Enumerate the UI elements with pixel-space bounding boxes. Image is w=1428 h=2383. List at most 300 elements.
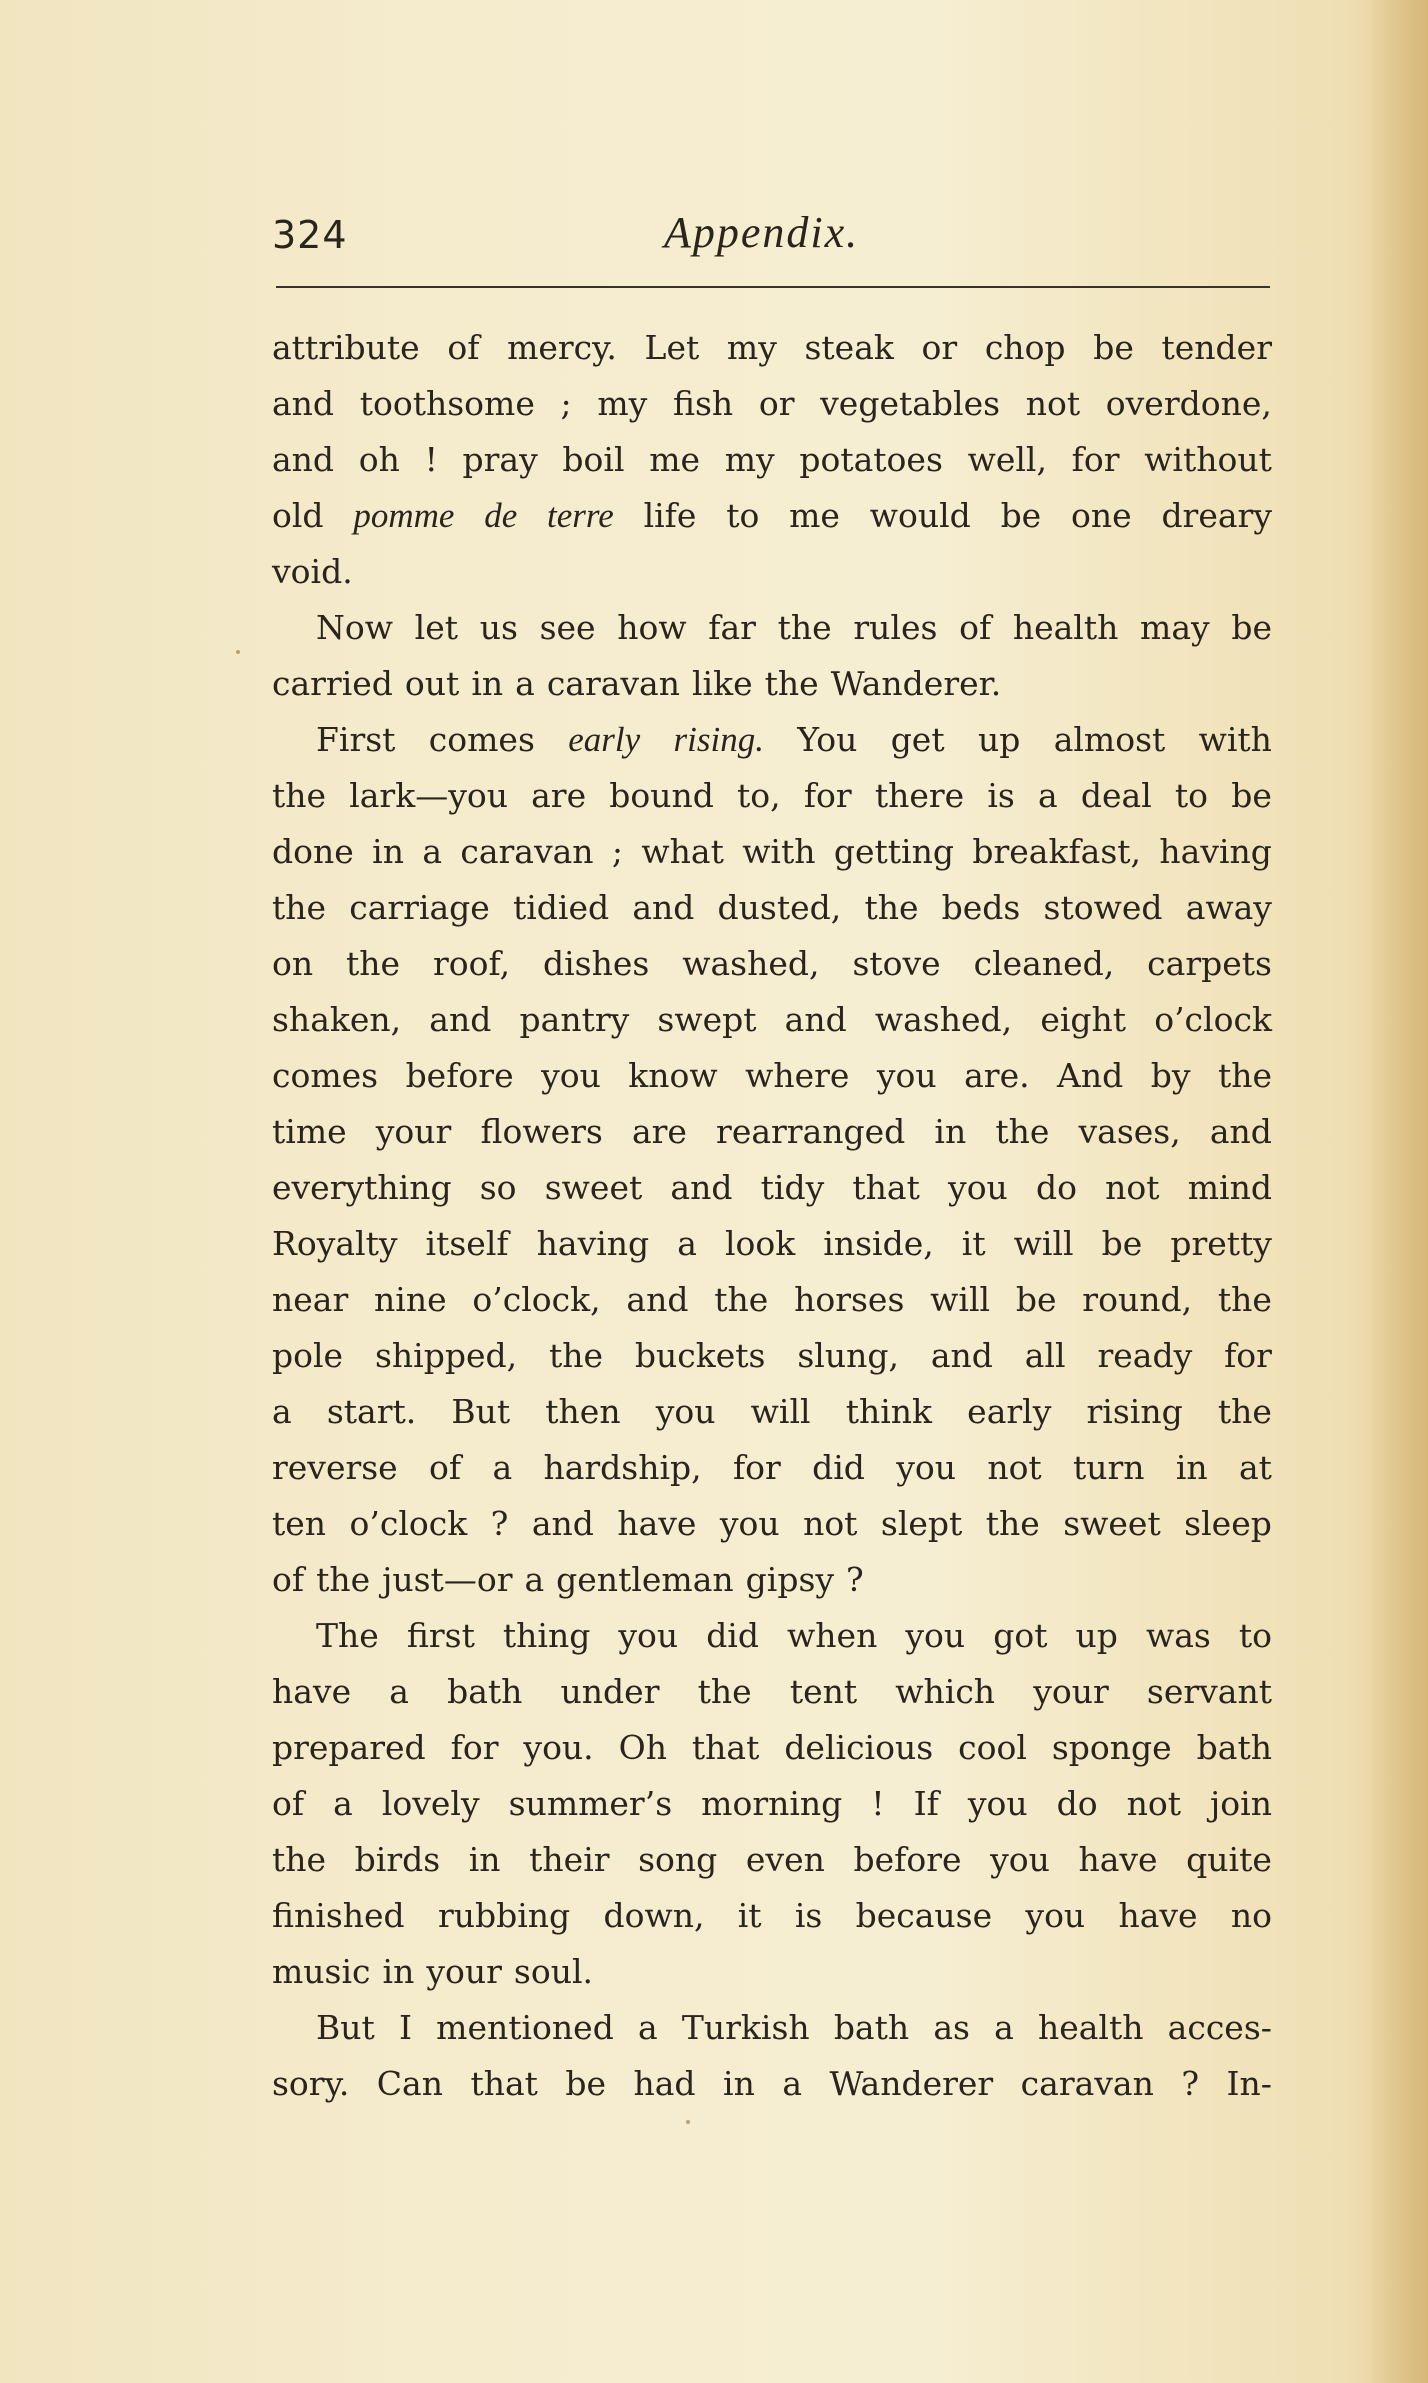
word: soul. xyxy=(513,1952,593,1991)
word: o’clock xyxy=(1154,1000,1272,1039)
word: music xyxy=(272,1952,371,1991)
word: breakfast, xyxy=(972,832,1142,871)
word: that xyxy=(691,1728,760,1767)
word: is xyxy=(987,776,1015,815)
word: see xyxy=(539,608,596,647)
word: tender xyxy=(1161,328,1272,367)
word: having xyxy=(1159,832,1272,871)
word: quite xyxy=(1186,1840,1272,1879)
word: or xyxy=(758,384,795,423)
text-line xyxy=(272,1552,1272,1608)
word: slept xyxy=(880,1504,963,1543)
word: void. xyxy=(272,552,353,591)
word: inside, xyxy=(823,1224,934,1263)
word: attribute xyxy=(272,328,420,367)
word: their xyxy=(529,1840,610,1879)
text-line xyxy=(272,1608,1272,1664)
word: health xyxy=(1037,2008,1144,2047)
word: chop xyxy=(984,328,1066,367)
word: you xyxy=(967,1784,1028,1823)
word: is xyxy=(794,1896,823,1935)
word: and xyxy=(784,1000,847,1039)
word: comes xyxy=(272,1056,379,1095)
word: do xyxy=(1035,1168,1077,1207)
word: then xyxy=(545,1392,621,1431)
word: start. xyxy=(326,1392,417,1431)
word: a xyxy=(782,2064,802,2103)
word: a xyxy=(333,1784,353,1823)
word: be xyxy=(565,2064,607,2103)
word: shipped, xyxy=(374,1336,518,1375)
word: think xyxy=(845,1392,933,1431)
word: may xyxy=(1140,608,1210,647)
italic-word: terre xyxy=(547,496,614,535)
word: your xyxy=(375,1112,452,1151)
word: Wanderer. xyxy=(830,664,1002,703)
word: even xyxy=(745,1840,825,1879)
word: ? xyxy=(490,1504,509,1543)
word: swept xyxy=(657,1000,757,1039)
word: eight xyxy=(1040,1000,1127,1039)
text-line xyxy=(272,1048,1272,1104)
word: the xyxy=(272,1840,327,1879)
word: servant xyxy=(1146,1672,1272,1711)
word: it xyxy=(961,1224,986,1263)
text-line xyxy=(272,376,1272,432)
word: a xyxy=(272,1392,292,1431)
word: have xyxy=(617,1504,697,1543)
word: not xyxy=(1126,1784,1182,1823)
word: in xyxy=(382,1952,415,1991)
word: in xyxy=(723,2064,755,2103)
word: just—or xyxy=(382,1560,513,1599)
word: do xyxy=(1056,1784,1098,1823)
word: tent xyxy=(789,1672,858,1711)
word: deal xyxy=(1080,776,1152,815)
word: to xyxy=(1238,1616,1272,1655)
word: so xyxy=(479,1168,517,1207)
word: and xyxy=(531,1504,594,1543)
word: on xyxy=(272,944,314,983)
word: overdone, xyxy=(1105,384,1272,423)
word: pole xyxy=(272,1336,344,1375)
word: be xyxy=(1000,496,1042,535)
word: join xyxy=(1210,1784,1272,1823)
word: that xyxy=(470,2064,538,2103)
word: that xyxy=(852,1168,920,1207)
word: vegetables xyxy=(820,384,1001,423)
word: health xyxy=(1012,608,1119,647)
word: and xyxy=(626,1280,689,1319)
word: vases, xyxy=(1078,1112,1181,1151)
word: and xyxy=(930,1336,993,1375)
word: washed, xyxy=(682,944,820,983)
word: ; xyxy=(560,384,572,423)
text-line xyxy=(272,488,1272,544)
word: of xyxy=(272,1784,305,1823)
word: and xyxy=(272,384,335,423)
word: in xyxy=(934,1112,967,1151)
body-text xyxy=(272,320,1272,2112)
text-line xyxy=(272,824,1272,880)
word: not xyxy=(1105,1168,1160,1207)
word: pretty xyxy=(1170,1224,1272,1263)
word: washed, xyxy=(874,1000,1013,1039)
word: summer’s xyxy=(508,1784,673,1823)
word: not xyxy=(803,1504,858,1543)
text-line xyxy=(272,544,1272,600)
word: before xyxy=(853,1840,962,1879)
word: bath xyxy=(1196,1728,1272,1767)
word: old xyxy=(272,496,324,535)
text-line xyxy=(272,1104,1272,1160)
word: the xyxy=(714,1280,769,1319)
word: your xyxy=(1033,1672,1109,1711)
word: caravan xyxy=(460,832,594,871)
paper-speck xyxy=(236,650,240,654)
word: you xyxy=(719,1504,780,1543)
word: reverse xyxy=(272,1448,398,1487)
word: you. xyxy=(523,1728,594,1767)
word: down, xyxy=(603,1896,705,1935)
word: the xyxy=(995,1112,1050,1151)
italic-word: early xyxy=(568,720,641,759)
word: near xyxy=(272,1280,349,1319)
word: a xyxy=(638,2008,658,2047)
text-line xyxy=(272,1832,1272,1888)
word: will xyxy=(930,1280,991,1319)
text-line xyxy=(272,1720,1272,1776)
word: slung, xyxy=(797,1336,899,1375)
word: sponge xyxy=(1051,1728,1172,1767)
italic-word: de xyxy=(484,496,518,535)
word: everything xyxy=(272,1168,452,1207)
word: not xyxy=(987,1448,1042,1487)
word: early xyxy=(967,1392,1052,1431)
word: will xyxy=(750,1392,811,1431)
word: lovely xyxy=(381,1784,480,1823)
word: in xyxy=(372,832,404,871)
word: the xyxy=(777,608,832,647)
word: sleep xyxy=(1184,1504,1272,1543)
word: the xyxy=(272,888,327,927)
text-line xyxy=(272,768,1272,824)
word: first xyxy=(406,1616,475,1655)
word: a xyxy=(389,1672,409,1711)
paper-speck xyxy=(686,2120,690,2124)
word: You xyxy=(797,720,858,759)
word: nine xyxy=(374,1280,447,1319)
word: you xyxy=(618,1616,679,1655)
word: one xyxy=(1071,496,1132,535)
word: tidied xyxy=(512,888,610,927)
word: got xyxy=(993,1616,1048,1655)
word: with xyxy=(742,832,816,871)
text-line xyxy=(272,2000,1272,2056)
word: you xyxy=(1025,1896,1086,1935)
word: dreary xyxy=(1161,496,1272,535)
word: to xyxy=(1174,776,1209,815)
word: which xyxy=(895,1672,996,1711)
word: you xyxy=(905,1616,966,1655)
word: when xyxy=(787,1616,878,1655)
word: up xyxy=(1075,1616,1118,1655)
word: my xyxy=(597,384,648,423)
word: where xyxy=(745,1056,850,1095)
word: mercy. xyxy=(507,328,617,367)
word: us xyxy=(479,608,518,647)
word: rearranged xyxy=(716,1112,906,1151)
word: have xyxy=(1118,1896,1198,1935)
word: carried xyxy=(272,664,393,703)
word: bath xyxy=(833,2008,910,2047)
word: be xyxy=(1101,1224,1143,1263)
word: gipsy xyxy=(745,1560,835,1599)
word: far xyxy=(708,608,756,647)
word: a xyxy=(492,1448,513,1487)
word: delicious xyxy=(784,1728,934,1767)
page-header xyxy=(272,210,1268,280)
text-line xyxy=(272,432,1272,488)
word: had xyxy=(633,2064,696,2103)
word: because xyxy=(855,1896,993,1935)
text-line xyxy=(272,600,1272,656)
word: mind xyxy=(1187,1168,1272,1207)
word: my xyxy=(726,328,777,367)
word: know xyxy=(628,1056,718,1095)
word: sweet xyxy=(544,1168,643,1207)
word: potatoes xyxy=(799,440,943,479)
word: let xyxy=(414,608,459,647)
word: morning xyxy=(701,1784,843,1823)
word: what xyxy=(641,832,724,871)
word: how xyxy=(617,608,687,647)
word: Royalty xyxy=(272,1224,398,1263)
word: roof, xyxy=(433,944,511,983)
word: boil xyxy=(562,440,625,479)
word: o’clock, xyxy=(472,1280,601,1319)
word: a xyxy=(677,1224,697,1263)
word: the xyxy=(1217,1392,1272,1431)
word: you xyxy=(876,1056,937,1095)
text-line xyxy=(272,656,1272,712)
word: rising xyxy=(1086,1392,1183,1431)
word: up xyxy=(977,720,1021,759)
word: of xyxy=(447,328,480,367)
word: ! xyxy=(424,440,438,479)
word: the xyxy=(764,664,819,703)
word: Let xyxy=(644,328,700,367)
word: as xyxy=(933,2008,970,2047)
word: me xyxy=(649,440,701,479)
word: turn xyxy=(1073,1448,1145,1487)
word: pray xyxy=(462,440,538,479)
word: shaken, xyxy=(272,1000,402,1039)
word: song xyxy=(638,1840,718,1879)
word: and xyxy=(272,440,335,479)
word: caravan xyxy=(1020,2064,1154,2103)
word: lark—you xyxy=(349,776,508,815)
word: be xyxy=(1015,1280,1057,1319)
word: the xyxy=(1217,1056,1272,1095)
word: a xyxy=(524,1560,545,1599)
word: pantry xyxy=(519,1000,630,1039)
word: prepared xyxy=(272,1728,426,1767)
word: for xyxy=(450,1728,499,1767)
word: steak xyxy=(804,328,894,367)
text-line xyxy=(272,992,1272,1048)
word: cool xyxy=(958,1728,1027,1767)
word: be xyxy=(1231,608,1272,647)
word: have xyxy=(1078,1840,1158,1879)
word: and xyxy=(632,888,695,927)
word: dishes xyxy=(542,944,650,983)
word: under xyxy=(560,1672,660,1711)
word: round, xyxy=(1082,1280,1193,1319)
word: are xyxy=(531,776,587,815)
word: cleaned, xyxy=(973,944,1115,983)
word: you xyxy=(990,1840,1050,1879)
page-number: 324 xyxy=(272,213,348,257)
word: like xyxy=(692,664,753,703)
word: acces- xyxy=(1167,2008,1272,2047)
word: was xyxy=(1145,1616,1211,1655)
word: sory. xyxy=(272,2064,350,2103)
text-line xyxy=(272,1776,1272,1832)
word: finished xyxy=(272,1896,405,1935)
word: In- xyxy=(1226,2064,1272,2103)
word: ! xyxy=(871,1784,885,1823)
word: of xyxy=(272,1560,305,1599)
word: by xyxy=(1150,1056,1191,1095)
word: bound xyxy=(609,776,714,815)
word: all xyxy=(1024,1336,1066,1375)
word: beds xyxy=(941,888,1021,927)
word: well, xyxy=(967,440,1047,479)
text-line xyxy=(272,1328,1272,1384)
text-line xyxy=(272,320,1272,376)
page-edge-shadow xyxy=(1368,0,1428,2383)
word: did xyxy=(812,1448,865,1487)
word: and xyxy=(429,1000,492,1039)
word: in xyxy=(1175,1448,1208,1487)
word: fish xyxy=(672,384,734,423)
word: Wanderer xyxy=(829,2064,994,2103)
word: stowed xyxy=(1043,888,1163,927)
word: The xyxy=(316,1616,379,1655)
word: almost xyxy=(1053,720,1166,759)
running-title: Appendix. xyxy=(664,208,860,257)
word: are xyxy=(631,1112,687,1151)
word: there xyxy=(874,776,965,815)
word: not xyxy=(1025,384,1081,423)
word: and xyxy=(670,1168,733,1207)
word: the xyxy=(864,888,919,927)
word: thing xyxy=(502,1616,591,1655)
word: or xyxy=(921,328,958,367)
word: before xyxy=(405,1056,514,1095)
word: First xyxy=(316,720,396,759)
word: Can xyxy=(376,2064,443,2103)
word: will xyxy=(1013,1224,1074,1263)
word: with xyxy=(1198,720,1272,759)
word: for xyxy=(732,1448,781,1487)
word: carriage xyxy=(349,888,490,927)
word: have xyxy=(272,1672,352,1711)
word: ? xyxy=(846,1560,864,1599)
word: for xyxy=(1224,1336,1272,1375)
word: Now xyxy=(316,608,393,647)
word: time xyxy=(272,1112,347,1151)
word: did xyxy=(706,1616,759,1655)
word: the xyxy=(985,1504,1040,1543)
word: sweet xyxy=(1063,1504,1161,1543)
word: you xyxy=(655,1392,716,1431)
word: toothsome xyxy=(359,384,535,423)
word: having xyxy=(536,1224,650,1263)
word: at xyxy=(1239,1448,1272,1487)
word: be xyxy=(1231,776,1272,815)
word: the xyxy=(346,944,401,983)
text-line xyxy=(272,712,1272,768)
italic-word: pomme xyxy=(353,496,455,535)
word: comes xyxy=(428,720,535,759)
word: flowers xyxy=(480,1112,603,1151)
word: bath xyxy=(447,1672,523,1711)
word: get xyxy=(890,720,945,759)
word: me xyxy=(789,496,840,535)
word: stove xyxy=(852,944,941,983)
word: to xyxy=(726,496,760,535)
word: getting xyxy=(833,832,954,871)
word: you xyxy=(896,1448,956,1487)
word: be xyxy=(1093,328,1134,367)
word: tidy xyxy=(760,1168,825,1207)
word: mentioned xyxy=(436,2008,614,2047)
word: And xyxy=(1057,1056,1124,1095)
word: hardship, xyxy=(543,1448,702,1487)
word: If xyxy=(913,1784,939,1823)
word: ten xyxy=(272,1504,327,1543)
word: to, xyxy=(737,776,781,815)
word: out xyxy=(404,664,460,703)
word: the xyxy=(272,776,327,815)
word: the xyxy=(1217,1280,1272,1319)
word: a xyxy=(1038,776,1058,815)
word: would xyxy=(869,496,971,535)
word: gentleman xyxy=(556,1560,734,1599)
text-line xyxy=(272,1160,1272,1216)
italic-word: rising. xyxy=(673,720,764,759)
word: oh xyxy=(358,440,400,479)
text-line xyxy=(272,1888,1272,1944)
word: a xyxy=(422,832,442,871)
word: rules xyxy=(853,608,938,647)
word: itself xyxy=(425,1224,509,1263)
word: a xyxy=(515,664,535,703)
header-rule xyxy=(276,286,1270,288)
word: you xyxy=(948,1168,1008,1207)
text-line xyxy=(272,1272,1272,1328)
word: horses xyxy=(794,1280,905,1319)
word: the xyxy=(548,1336,604,1375)
word: life xyxy=(643,496,697,535)
word: in xyxy=(468,1840,501,1879)
word: ; xyxy=(611,832,624,871)
word: ? xyxy=(1181,2064,1200,2103)
word: buckets xyxy=(634,1336,766,1375)
word: my xyxy=(724,440,775,479)
